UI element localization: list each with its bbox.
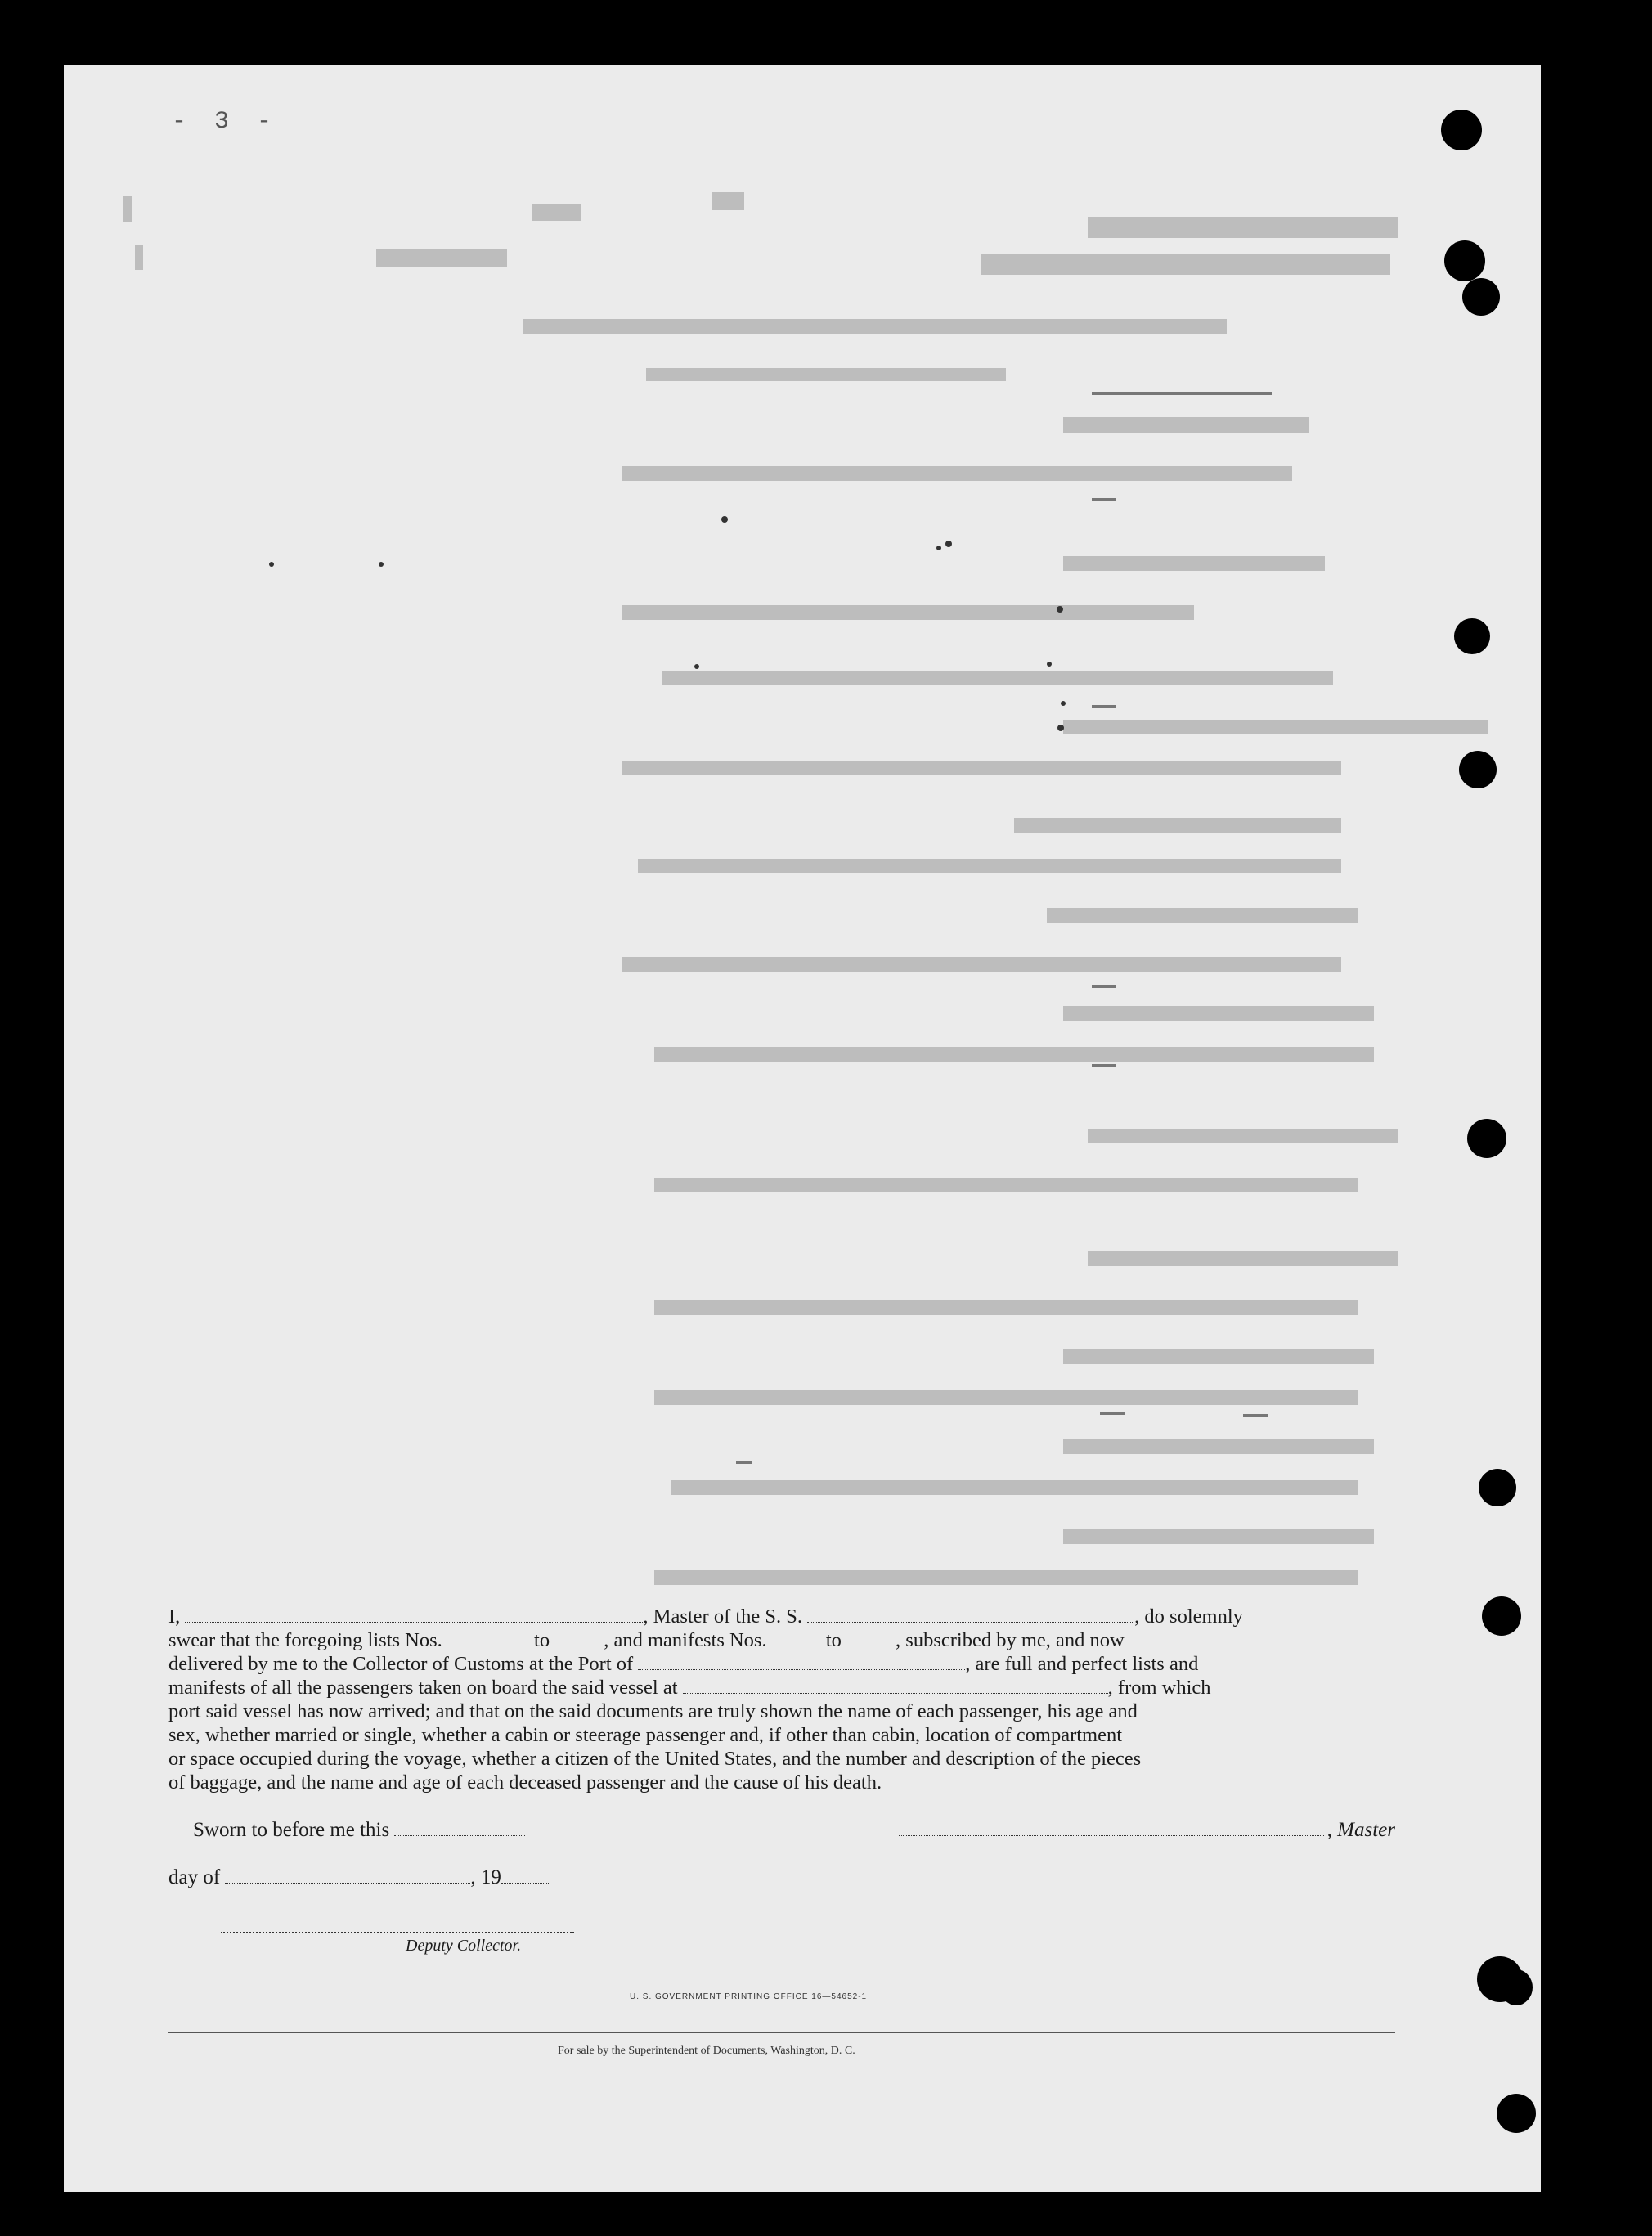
- lists-to-blank[interactable]: [554, 1645, 604, 1646]
- oath-paragraph: [168, 1605, 1395, 1794]
- sworn-date-blank[interactable]: [394, 1834, 525, 1836]
- oath-line-1: I, , Master of the S. S. , do solemnly: [168, 1605, 1243, 1628]
- master-signature-line: , Master: [883, 1819, 1395, 1842]
- oath-line-2: swear that the foregoing lists Nos. to , and manifests Nos. to , subscribed by me, and now: [168, 1629, 1125, 1651]
- master-signature-blank[interactable]: [899, 1834, 1324, 1836]
- punch-hole: [1500, 1969, 1533, 2005]
- oath-line-3: delivered by me to the Collector of Customs at the Port of , are full and perfect lists and: [168, 1653, 1199, 1675]
- punch-hole: [1441, 110, 1482, 150]
- punch-hole: [1444, 240, 1485, 281]
- manifests-from-blank[interactable]: [772, 1645, 821, 1646]
- manifests-to-blank[interactable]: [846, 1645, 896, 1646]
- year-blank[interactable]: [501, 1882, 550, 1884]
- vessel-name-blank[interactable]: [807, 1621, 1134, 1623]
- day-month-blank[interactable]: [225, 1882, 470, 1884]
- oath-line-7: or space occupied during the voyage, whether a citizen of the United States, and the number and description of the pieces: [168, 1748, 1142, 1770]
- deputy-collector-label: Deputy Collector.: [406, 1937, 522, 1955]
- punch-hole: [1467, 1119, 1506, 1158]
- punch-hole: [1462, 278, 1500, 316]
- printer-imprint: U. S. GOVERNMENT PRINTING OFFICE 16—54652-1: [630, 1992, 868, 2001]
- master-name-blank[interactable]: [185, 1621, 643, 1623]
- punch-hole: [1454, 618, 1490, 654]
- lists-from-blank[interactable]: [447, 1645, 529, 1646]
- sworn-line: Sworn to before me this: [193, 1819, 525, 1842]
- punch-hole: [1482, 1596, 1521, 1636]
- deputy-signature-line[interactable]: [221, 1932, 574, 1933]
- oath-line-5: port said vessel has now arrived; and that on the said documents are truly shown the name of each passenger, his age and: [168, 1700, 1138, 1722]
- oath-line-8: of baggage, and the name and age of each deceased passenger and the cause of his death.: [168, 1771, 882, 1794]
- port-blank[interactable]: [638, 1668, 965, 1670]
- for-sale-notice: For sale by the Superintendent of Documents, Washington, D. C.: [558, 2045, 855, 2057]
- punch-hole: [1459, 751, 1497, 788]
- day-of-line: day of , 19: [168, 1866, 550, 1889]
- page-number: - 3 -: [172, 108, 279, 136]
- footer-rule: [168, 2032, 1395, 2033]
- departure-port-blank[interactable]: [683, 1692, 1108, 1694]
- oath-line-4: manifests of all the passengers taken on board the said vessel at , from which: [168, 1677, 1211, 1699]
- punch-hole: [1479, 1469, 1516, 1506]
- punch-hole: [1497, 2094, 1536, 2133]
- oath-line-6: sex, whether married or single, whether a cabin or steerage passenger and, if other than cabin, location of compartment: [168, 1724, 1123, 1746]
